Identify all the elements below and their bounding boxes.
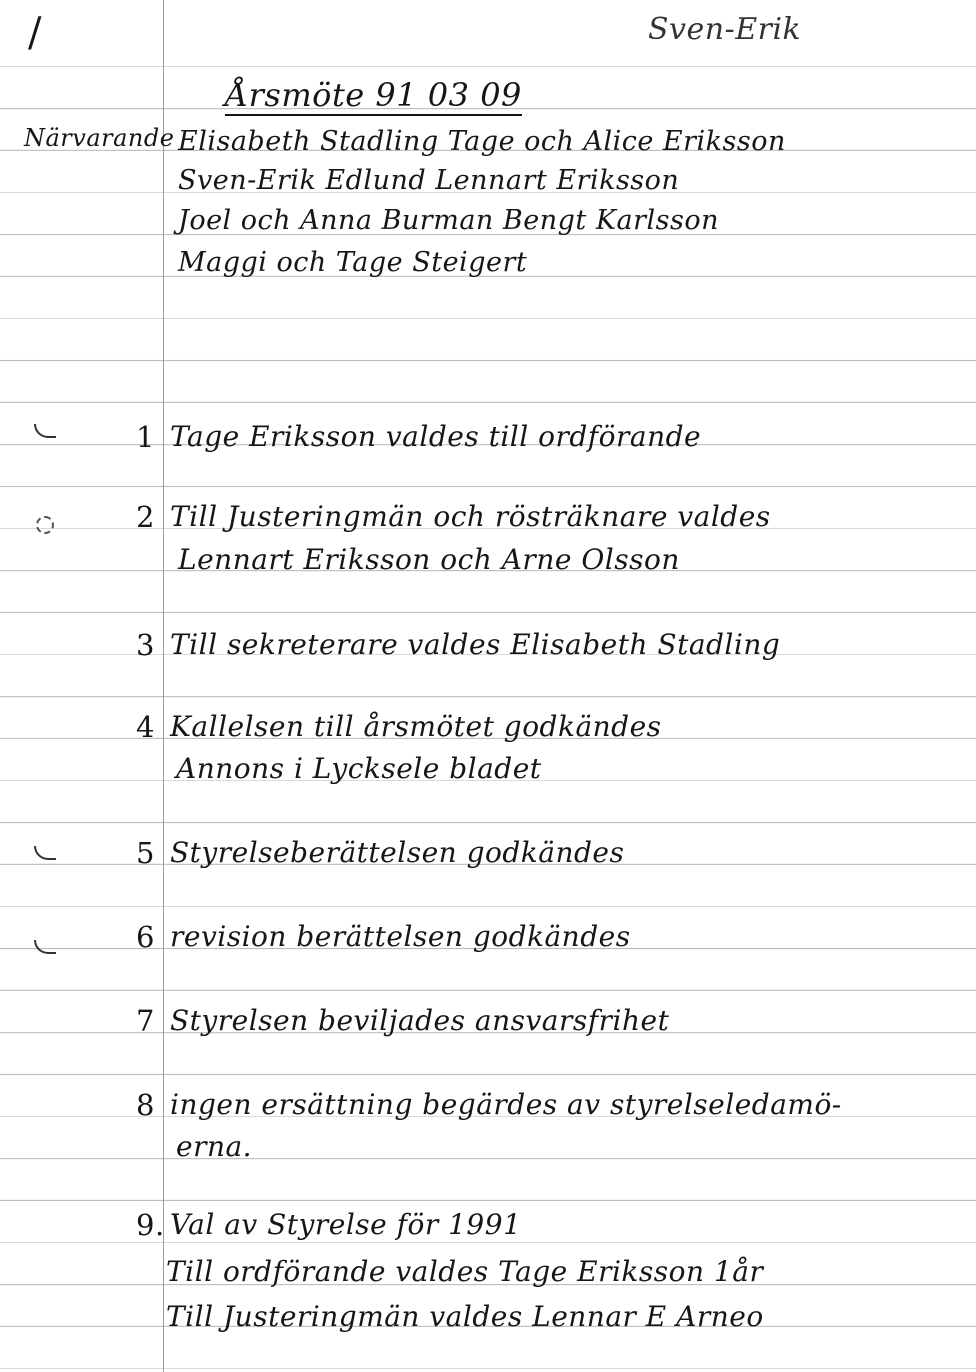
present-line: Elisabeth Stadling Tage och Alice Eriksson xyxy=(178,126,786,157)
item-line: ingen ersättning begärdes av styrelseledamö- xyxy=(170,1088,842,1121)
present-line: Joel och Anna Burman Bengt Karlsson xyxy=(178,205,719,236)
item-line: Till sekreterare valdes Elisabeth Stadling xyxy=(170,628,781,661)
item-number: 4 xyxy=(136,710,155,744)
corner-mark: / xyxy=(28,10,42,56)
item-number: 2 xyxy=(136,500,155,534)
item-line: erna. xyxy=(176,1130,253,1163)
item-number: 6 xyxy=(136,920,155,954)
item-number: 8 xyxy=(136,1088,155,1122)
check-mark-icon xyxy=(34,846,56,860)
check-mark-icon xyxy=(34,424,56,438)
item-number: 3 xyxy=(136,628,155,662)
item-number: 5 xyxy=(136,836,155,870)
item-line: Val av Styrelse för 1991 xyxy=(170,1208,522,1241)
present-line: Sven-Erik Edlund Lennart Eriksson xyxy=(178,165,680,196)
check-mark-icon xyxy=(34,940,56,954)
margin-line xyxy=(163,0,164,1372)
item-number: 9. xyxy=(136,1208,165,1242)
item-line: Till Justeringmän valdes Lennar E Arneo xyxy=(166,1300,764,1333)
page-title: Årsmöte 91 03 09 xyxy=(225,76,522,114)
item-line: Till ordförande valdes Tage Eriksson 1år xyxy=(166,1255,764,1288)
item-line: Till Justeringmän och rösträknare valdes xyxy=(170,500,771,533)
item-number: 7 xyxy=(136,1004,155,1038)
author-note: Sven-Erik xyxy=(648,12,802,47)
item-line: Annons i Lycksele bladet xyxy=(176,752,542,785)
present-label: Närvarande xyxy=(24,124,175,152)
item-number: 1 xyxy=(136,420,155,454)
item-line: Styrelsen beviljades ansvarsfrihet xyxy=(170,1004,670,1037)
item-line: Styrelseberättelsen godkändes xyxy=(170,836,625,869)
item-line: revision berättelsen godkändes xyxy=(170,920,631,953)
item-line: Lennart Eriksson och Arne Olsson xyxy=(178,543,680,576)
circle-mark-icon xyxy=(36,516,54,534)
item-line: Kallelsen till årsmötet godkändes xyxy=(170,710,662,743)
item-line: Tage Eriksson valdes till ordförande xyxy=(170,420,702,453)
present-line: Maggi och Tage Steigert xyxy=(178,247,528,278)
